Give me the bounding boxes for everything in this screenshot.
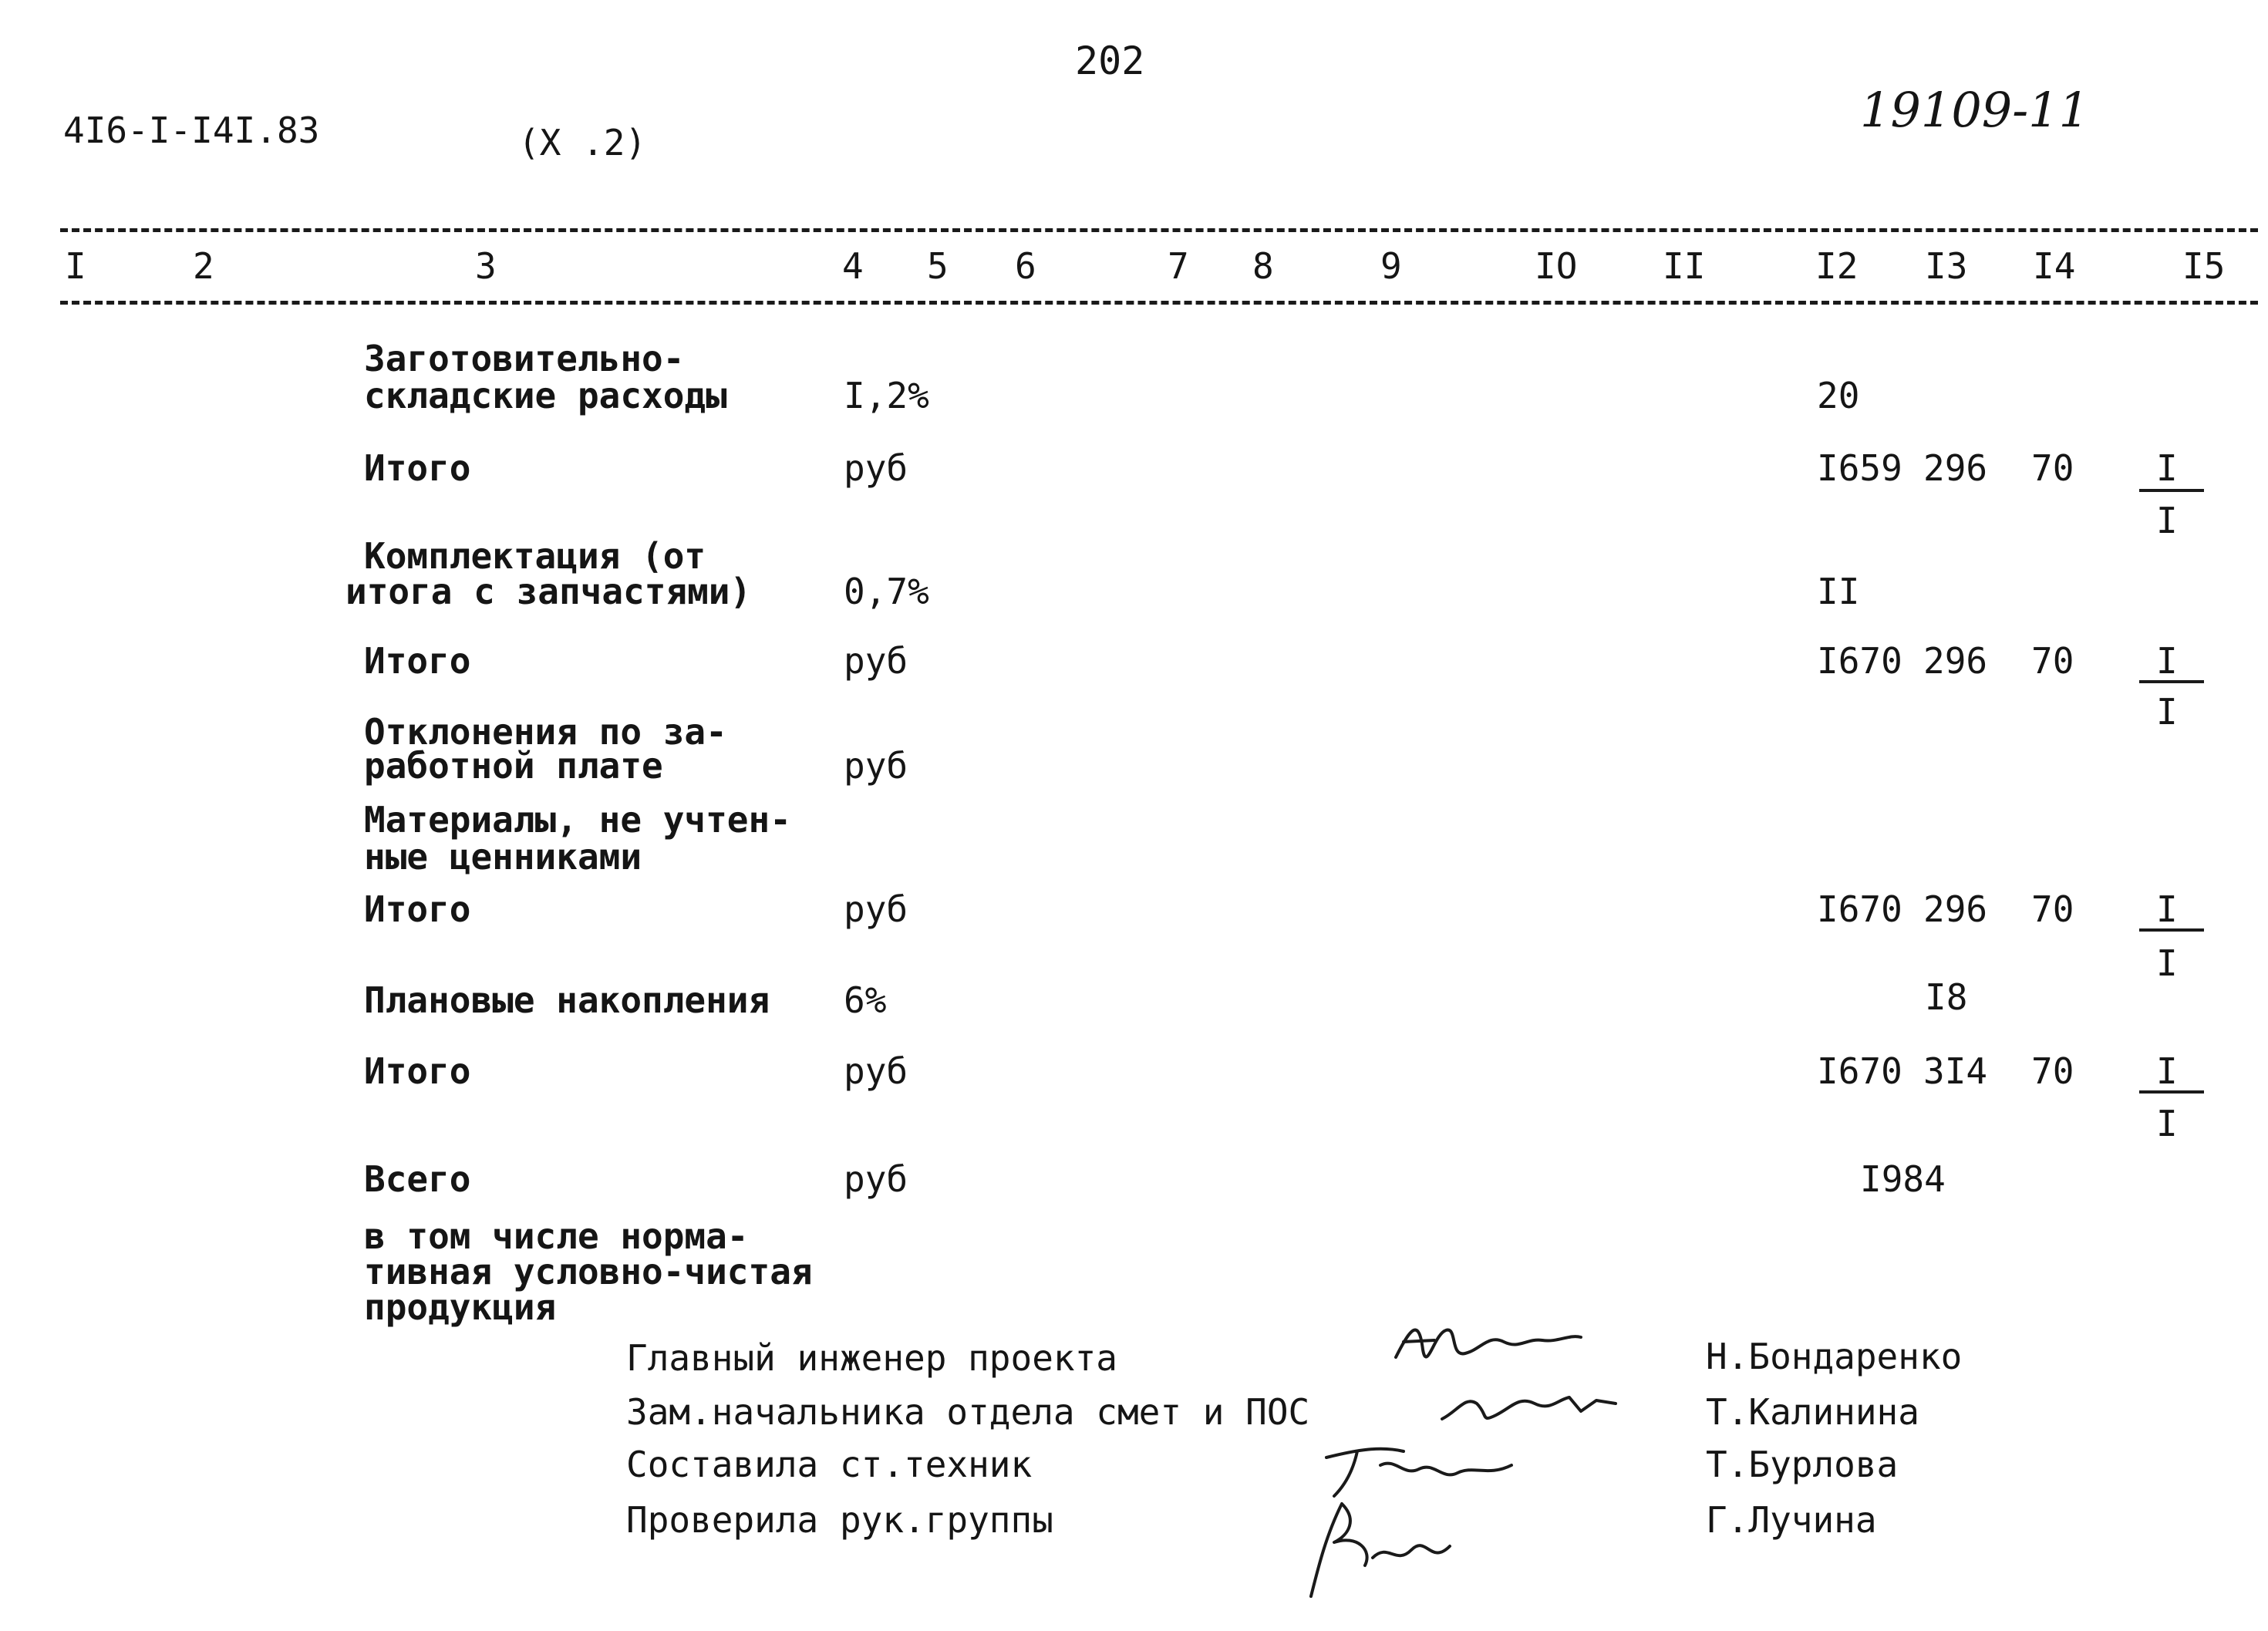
fraction-bottom: I (2156, 500, 2178, 541)
row-col14: 70 (2031, 1050, 2074, 1092)
row-name-line: Комплектация (от (364, 535, 706, 577)
column-header-5: 5 (927, 245, 949, 287)
row-name: Плановые накопления (364, 979, 770, 1021)
handwritten-number: 19109-11 (1860, 82, 2090, 138)
row-name-line: работной плате (364, 745, 663, 787)
row-unit: руб (844, 640, 908, 682)
signature-role: Проверила рук.группы (626, 1499, 1053, 1541)
row-unit: 6% (844, 979, 887, 1021)
row-col13: 296 (1923, 640, 1988, 682)
doc-code: 4I6-I-I4I.83 (63, 110, 320, 151)
row-col13: I8 (1925, 976, 1968, 1018)
row-unit: руб (844, 888, 908, 930)
row-unit: руб (844, 1158, 908, 1200)
handwritten-signature-2 (1434, 1380, 1627, 1434)
handwritten-signature-4 (1296, 1488, 1481, 1604)
row-unit: руб (844, 1050, 908, 1092)
row-col13: 296 (1923, 447, 1988, 489)
row-name-line: тивная условно-чистая (364, 1251, 813, 1292)
fraction-line (2139, 489, 2204, 492)
handwritten-signature-1 (1388, 1311, 1589, 1380)
row-col13: 296 (1923, 888, 1988, 930)
fraction-top: I (2156, 640, 2178, 682)
row-col14: 70 (2031, 447, 2074, 489)
column-header-11: II (1663, 245, 1706, 287)
signature-name: Т.Калинина (1706, 1391, 1919, 1433)
column-header-4: 4 (842, 245, 864, 287)
header-rule-bottom (60, 301, 2258, 305)
column-header-8: 8 (1252, 245, 1274, 287)
row-name-line: ные ценниками (364, 836, 642, 878)
column-header-6: 6 (1015, 245, 1036, 287)
row-unit: руб (844, 745, 908, 787)
signature-name: Т.Бурлова (1706, 1444, 1899, 1485)
row-name-line: Отклонения по за- (364, 711, 727, 753)
signature-role: Зам.начальника отдела смет и ПОС (626, 1391, 1310, 1433)
column-header-10: IO (1535, 245, 1578, 287)
row-unit: I,2% (844, 375, 929, 416)
row-col12: I670 (1817, 888, 1902, 930)
fraction-bottom: I (2156, 691, 2178, 733)
row-name: Всего (364, 1158, 471, 1200)
row-name-line: в том числе норма- (364, 1215, 749, 1257)
row-name-line: складские расходы (364, 375, 727, 416)
column-header-9: 9 (1380, 245, 1402, 287)
fraction-line (2139, 1090, 2204, 1094)
row-name-line: итога с запчастями) (345, 571, 752, 612)
row-name: Итого (364, 1050, 471, 1092)
fraction-top: I (2156, 447, 2178, 489)
row-col14: 70 (2031, 640, 2074, 682)
section-label: (X .2) (518, 122, 647, 163)
signature-name: Н.Бондаренко (1706, 1336, 1963, 1377)
row-col13: 3I4 (1923, 1050, 1988, 1092)
fraction-line (2139, 928, 2204, 932)
column-header-1: I (65, 245, 86, 287)
row-name: Итого (364, 640, 471, 682)
fraction-bottom: I (2156, 942, 2178, 984)
column-header-3: 3 (475, 245, 497, 287)
row-col12: I659 (1817, 447, 1902, 489)
row-unit: 0,7% (844, 571, 929, 612)
column-header-14: I4 (2033, 245, 2076, 287)
row-col12: 20 (1817, 375, 1860, 416)
fraction-top: I (2156, 1050, 2178, 1092)
fraction-bottom: I (2156, 1103, 2178, 1144)
row-col12: I670 (1817, 1050, 1902, 1092)
row-name-line: Материалы, не учтен- (364, 799, 791, 841)
row-col12: I670 (1817, 640, 1902, 682)
row-total: I984 (1860, 1158, 1946, 1200)
signature-role: Главный инженер проекта (626, 1337, 1117, 1379)
row-col14: 70 (2031, 888, 2074, 930)
row-name: Итого (364, 447, 471, 489)
signature-name: Г.Лучина (1706, 1499, 1877, 1541)
row-name-line: продукция (364, 1286, 557, 1328)
row-name: Итого (364, 888, 471, 930)
page-number: 202 (1075, 39, 1145, 83)
row-col12: II (1817, 571, 1860, 612)
column-header-2: 2 (193, 245, 214, 287)
signature-role: Составила ст.техник (626, 1444, 1033, 1485)
fraction-line (2139, 680, 2204, 683)
column-header-15: I5 (2182, 245, 2226, 287)
fraction-top: I (2156, 888, 2178, 930)
column-header-12: I2 (1815, 245, 1859, 287)
header-rule-top (60, 228, 2258, 232)
row-name-line: Заготовительно- (364, 338, 685, 379)
column-header-7: 7 (1168, 245, 1189, 287)
row-unit: руб (844, 447, 908, 489)
column-header-13: I3 (1925, 245, 1968, 287)
